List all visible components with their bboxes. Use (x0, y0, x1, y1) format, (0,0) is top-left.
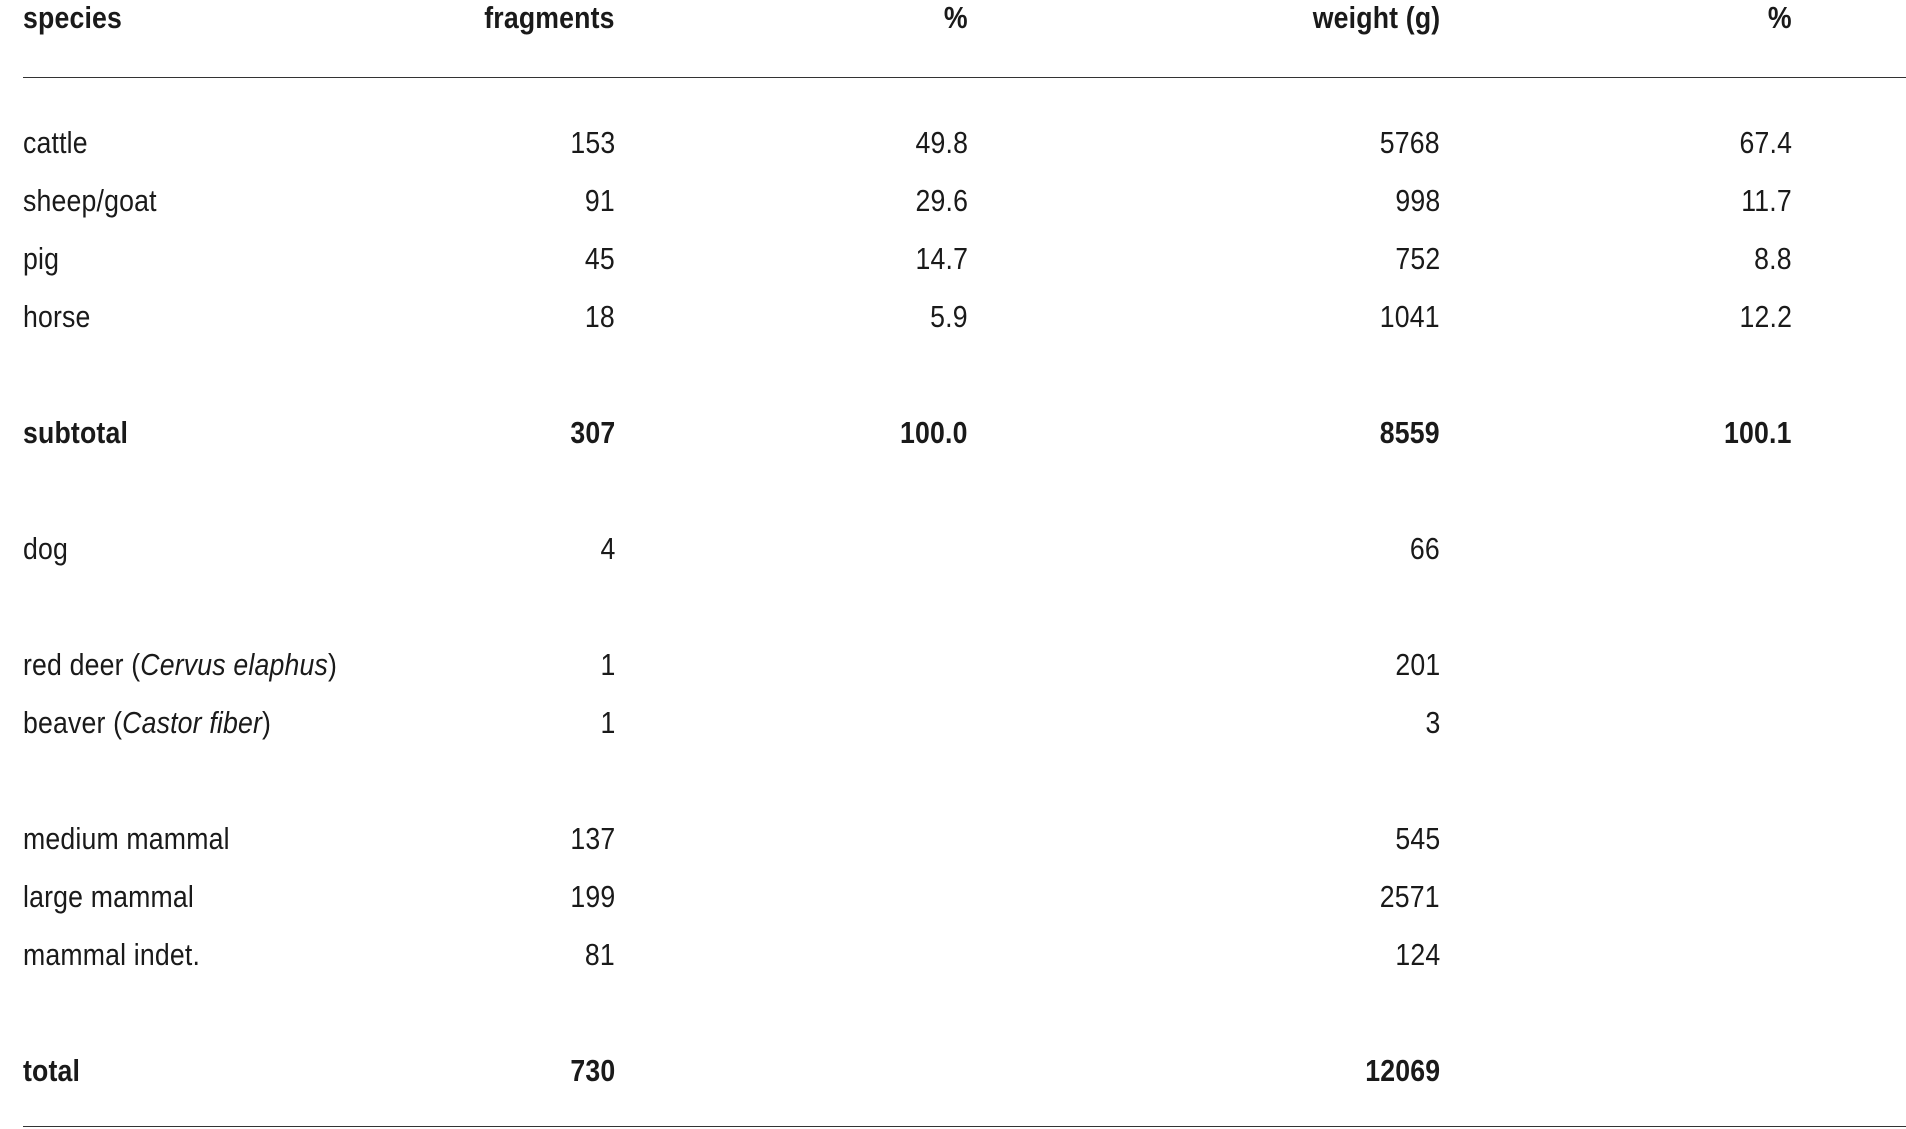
header-fragments-pct: % (944, 0, 968, 35)
table-row (23, 230, 1906, 288)
fragments-cell: 1 (599, 647, 615, 682)
table-header (23, 0, 1906, 36)
table-row (23, 810, 1906, 868)
table-row (23, 520, 1906, 578)
species-cell (23, 636, 337, 694)
fragments-cell: 199 (569, 879, 615, 914)
weight-cell: 5768 (1380, 125, 1440, 160)
total-fragments: 730 (569, 1053, 615, 1088)
fragments-cell: 91 (584, 183, 615, 218)
species-cell: medium mammal (23, 821, 230, 856)
total-weight: 12069 (1364, 1053, 1440, 1088)
species-cell: mammal indet. (23, 937, 201, 972)
header-weight-pct: % (1768, 0, 1792, 35)
total-row (23, 1042, 1906, 1100)
weight-pct-cell: 12.2 (1739, 299, 1792, 334)
weight-cell: 124 (1394, 937, 1440, 972)
table-row (23, 694, 1906, 752)
faunal-remains-table (23, 0, 1906, 1100)
weight-cell: 545 (1394, 821, 1440, 856)
close-paren: ) (327, 647, 338, 682)
weight-pct-cell: 8.8 (1754, 241, 1792, 276)
fragments-cell: 137 (569, 821, 615, 856)
subtotal-weight-pct: 100.1 (1724, 415, 1792, 450)
header-weight: weight (g) (1312, 0, 1440, 35)
species-cell: large mammal (23, 879, 194, 914)
weight-cell: 201 (1394, 647, 1440, 682)
weight-cell: 752 (1394, 241, 1440, 276)
bottom-rule (23, 1126, 1906, 1127)
table-row (23, 926, 1906, 984)
species-cell: pig (23, 241, 60, 276)
fragments-cell: 45 (584, 241, 615, 276)
subtotal-label: subtotal (23, 415, 129, 450)
species-cell (23, 694, 271, 752)
subtotal-row (23, 404, 1906, 462)
latin-name: Castor fiber (122, 705, 263, 740)
weight-pct-cell: 11.7 (1741, 183, 1792, 218)
header-species: species (23, 0, 123, 35)
weight-cell: 2571 (1380, 879, 1440, 914)
fragments-pct-cell: 5.9 (930, 299, 968, 334)
table-row (23, 114, 1906, 172)
weight-cell: 66 (1409, 531, 1440, 566)
weight-cell: 3 (1424, 705, 1440, 740)
fragments-pct-cell: 29.6 (915, 183, 968, 218)
fragments-cell: 1 (599, 705, 615, 740)
subtotal-fragments: 307 (569, 415, 615, 450)
table-row (23, 288, 1906, 346)
fragments-cell: 153 (569, 125, 615, 160)
species-cell: cattle (23, 125, 88, 160)
weight-pct-cell: 67.4 (1739, 125, 1792, 160)
subtotal-weight: 8559 (1380, 415, 1440, 450)
common-name: beaver ( (23, 705, 123, 740)
fragments-pct-cell: 49.8 (915, 125, 968, 160)
subtotal-fragments-pct: 100.0 (900, 415, 968, 450)
fragments-cell: 81 (584, 937, 615, 972)
weight-cell: 998 (1394, 183, 1440, 218)
table-row (23, 172, 1906, 230)
table-row (23, 868, 1906, 926)
latin-name: Cervus elaphus (140, 647, 328, 682)
species-cell: dog (23, 531, 69, 566)
table-row (23, 636, 1906, 694)
common-name: red deer ( (23, 647, 141, 682)
fragments-pct-cell: 14.7 (915, 241, 968, 276)
close-paren: ) (262, 705, 272, 740)
total-label: total (23, 1053, 81, 1088)
weight-cell: 1041 (1380, 299, 1440, 334)
species-cell: sheep/goat (23, 183, 157, 218)
fragments-cell: 18 (584, 299, 615, 334)
species-cell: horse (23, 299, 91, 334)
header-fragments: fragments (484, 0, 615, 35)
fragments-cell: 4 (599, 531, 615, 566)
header-rule (23, 77, 1906, 78)
